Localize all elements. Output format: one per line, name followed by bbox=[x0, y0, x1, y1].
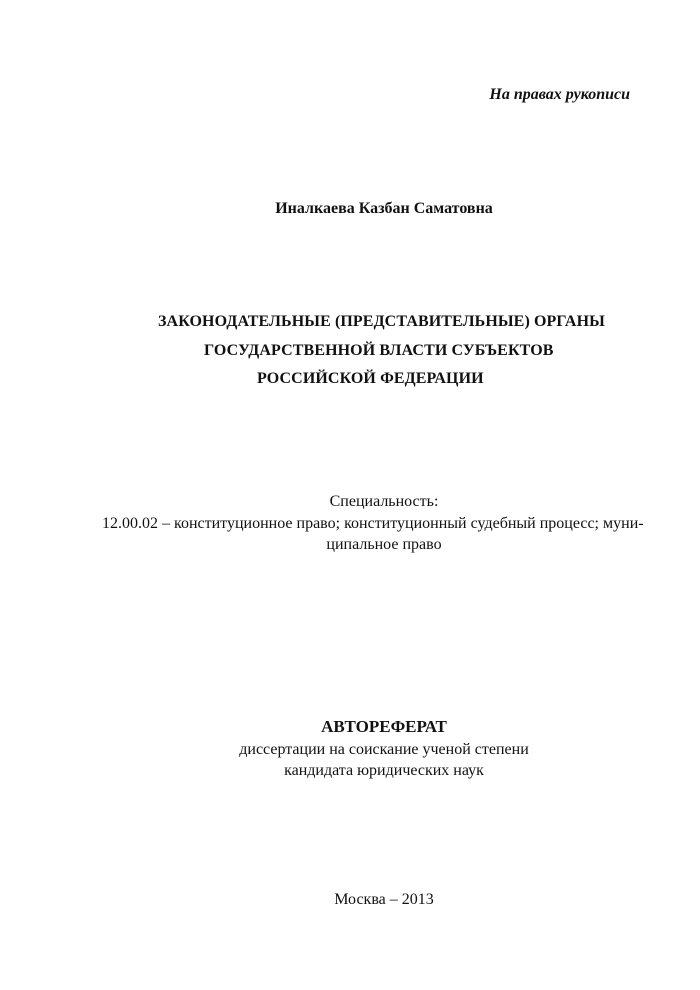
city-year: Москва – 2013 bbox=[334, 891, 434, 908]
abstract-line-2: кандидата юридических наук bbox=[284, 762, 484, 779]
abstract-heading: АВТОРЕФЕРАТ bbox=[321, 717, 447, 736]
abstract-line-1: диссертации на соискание ученой степени bbox=[239, 741, 529, 758]
dissertation-title-line-3: РОССИЙСКОЙ ФЕДЕРАЦИИ bbox=[257, 370, 484, 387]
author-name: Иналкаева Казбан Саматовна bbox=[275, 200, 493, 217]
specialty-line-2: ципальное право bbox=[326, 536, 442, 553]
rights-note: На правах рукописи bbox=[489, 86, 630, 103]
dissertation-title-line-1: ЗАКОНОДАТЕЛЬНЫЕ (ПРЕДСТАВИТЕЛЬНЫЕ) ОРГАНЫ bbox=[158, 313, 605, 330]
dissertation-title-line-2: ГОСУДАРСТВЕННОЙ ВЛАСТИ СУБЪЕКТОВ bbox=[204, 342, 554, 359]
specialty-line-1: 12.00.02 – конституционное право; конституционный судебный процесс; муни- bbox=[102, 515, 644, 532]
specialty-label: Специальность: bbox=[329, 493, 439, 510]
